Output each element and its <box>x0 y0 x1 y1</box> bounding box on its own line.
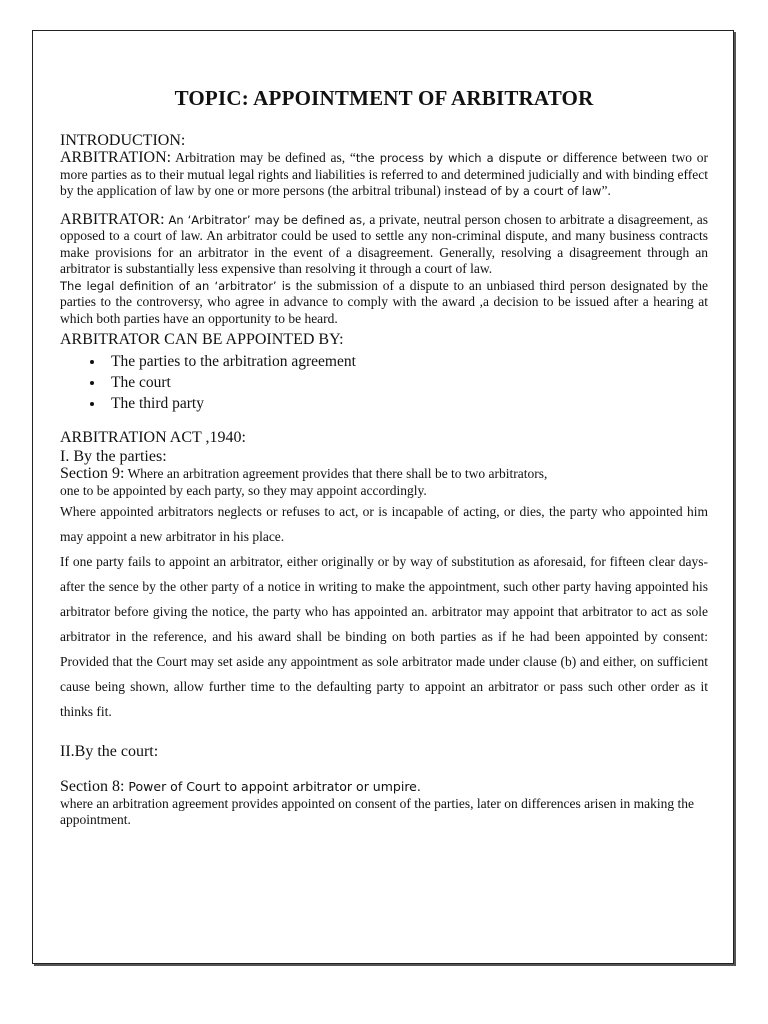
by-parties-heading: I. By the parties: <box>60 448 167 465</box>
arbitrator-definition: ARBITRATOR: An ‘Arbitrator’ may be defined as, a private, neutral person chosen to arbitrate a disagreement, as opposed to a court of law. An arbitrator could be used to settle any non-criminal dispute, and many business contracts make provisions for an arbitrator in the event of a disagreement. Generally, resolving a disagreement through an arbitrator is substantially less expensive than resolving it through a court of law. <box>60 210 709 276</box>
appointed-by-list <box>60 351 708 414</box>
arbitrator-term: ARBITRATOR: <box>60 210 165 228</box>
section-9: Section 9: Where an arbitration agreement provides that there shall be to two arbitrators, one to be appointed by each party, so they may appoint accordingly. <box>60 465 548 498</box>
page-title: TOPIC: APPOINTMENT OF ARBITRATOR <box>174 86 594 110</box>
arbitration-term: ARBITRATION: <box>60 149 172 166</box>
section-9-label: Section 9: <box>60 465 125 482</box>
section-8-text: where an arbitration agreement provides appointed on consent of the parties, later on differences arisen in making the appointment. <box>60 795 695 827</box>
section-8-label: Section 8: <box>60 778 125 795</box>
list-item: • The parties to the arbitration agreement <box>105 351 708 372</box>
neglect-paragraph: Where appointed arbitrators neglects or refuses to act, or is incapable of acting, or dies, the party who appointed him may appoint a new arbitrator in his place. <box>60 504 708 544</box>
list-item: • The third party <box>105 393 708 414</box>
fails-paragraph: If one party fails to appoint an arbitrator, either originally or by way of substitution as aforesaid, for fifteen clear days- after the sence by the other party of a notice in writing to make the appointment, such other party having appointed his arbitrator before giving the notice, the party who has appointed an. arbitrator may appoint that arbitrator to act as sole arbitrator in the reference, and his award shall be binding on both parties as if he had been appointed by consent: Provided that the Court may set aside any appointment as sole arbitrator made under clause (b) and either, on sufficient cause being shown, allow further time to the defaulting party to appoint an arbitrator or pass such other order as it thinks fit. <box>60 554 708 719</box>
arbitration-definition: ARBITRATION: Arbitration may be defined as, “the process by which a dispute or difference between two or more parties as to their mutual legal rights and liabilities is referred to and determined judicially and with binding effect by the application of law by one or more persons (the arbitral tribunal) instead of by a court of law”. <box>60 149 708 198</box>
appointed-by-heading: ARBITRATOR CAN BE APPOINTED BY: <box>60 331 344 348</box>
section-8: Section 8: Power of Court to appoint arbitrator or umpire. <box>60 778 421 795</box>
document-body <box>60 86 708 829</box>
introduction-heading: INTRODUCTION: <box>60 132 186 149</box>
list-item: • The court <box>105 372 708 393</box>
act-heading: ARBITRATION ACT ,1940: <box>60 429 246 446</box>
arbitrator-legal-definition: The legal definition of an ‘arbitrator’ is the submission of a dispute to an unbiased third person designated by the parties to the controversy, who agree in advance to comply with the award ,a decision to be issued after a hearing at which both parties have an opportunity to be heard. <box>60 277 708 326</box>
by-court-heading: II.By the court: <box>60 743 159 760</box>
